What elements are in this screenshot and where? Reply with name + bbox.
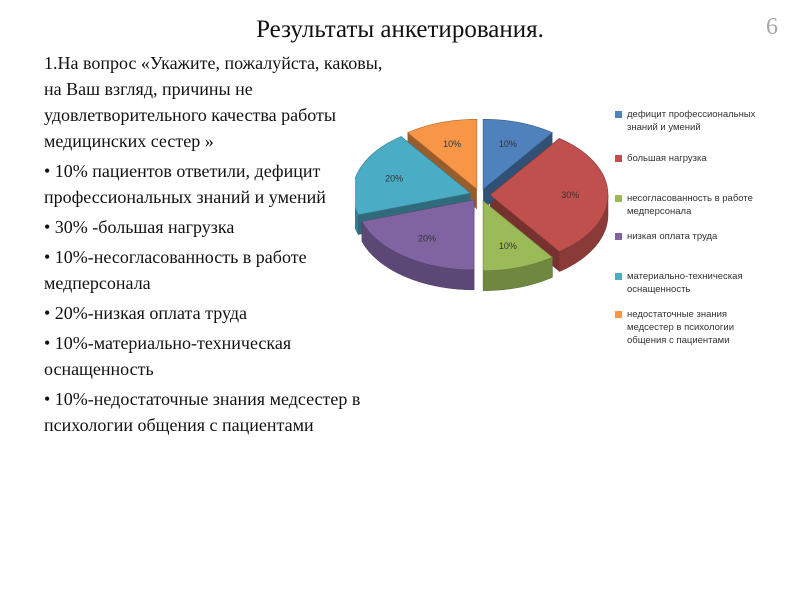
body-text	[44, 50, 384, 442]
bullet-item: • 10% пациентов ответили, дефицит профессиональных знаний и умений	[44, 161, 326, 207]
bullet-item: • 20%-низкая оплата труда	[44, 303, 247, 323]
question-text: 1.На вопрос «Укажите, пожалуйста, каковы, на Ваш взгляд, причины не удовлетворительного качества работы медицинских сестер »	[44, 53, 383, 151]
pie-chart-svg	[355, 100, 615, 360]
legend-swatch	[615, 111, 622, 118]
bullet-item: • 10%-материально-техническая оснащенность	[44, 333, 292, 379]
bullet-item: • 10%-недостаточные знания медсестер в психологии общения с пациентами	[44, 389, 361, 435]
pie-data-label: 10%	[443, 139, 462, 150]
pie-data-label: 20%	[417, 233, 436, 244]
legend-label: несогласованность в работе медперсонала	[627, 193, 753, 217]
legend-swatch	[615, 273, 622, 280]
legend-swatch	[615, 311, 622, 318]
bullet-item: • 10%-несогласованность в работе медперсонала	[44, 247, 307, 293]
legend-swatch	[615, 233, 622, 240]
legend-label: низкая оплата труда	[627, 231, 718, 242]
pie-data-label: 10%	[498, 139, 517, 150]
pie-data-label: 30%	[561, 190, 580, 200]
legend-swatch	[615, 155, 622, 162]
bullet-item: • 30% -большая нагрузка	[44, 217, 235, 237]
legend-label: большая нагрузка	[627, 153, 707, 164]
slide-number: 6	[766, 14, 778, 40]
pie-data-label: 10%	[498, 240, 517, 251]
legend-swatch	[615, 195, 622, 202]
legend-label: дефицит профессиональных знаний и умений	[627, 109, 756, 133]
slide-title: Результаты анкетирования.	[256, 16, 544, 43]
legend-label: материально-техническая оснащенность	[627, 271, 743, 295]
legend-label: недостаточные знания медсестер в психологии общения с пациентами	[627, 309, 735, 346]
pie-data-label: 20%	[385, 173, 404, 184]
